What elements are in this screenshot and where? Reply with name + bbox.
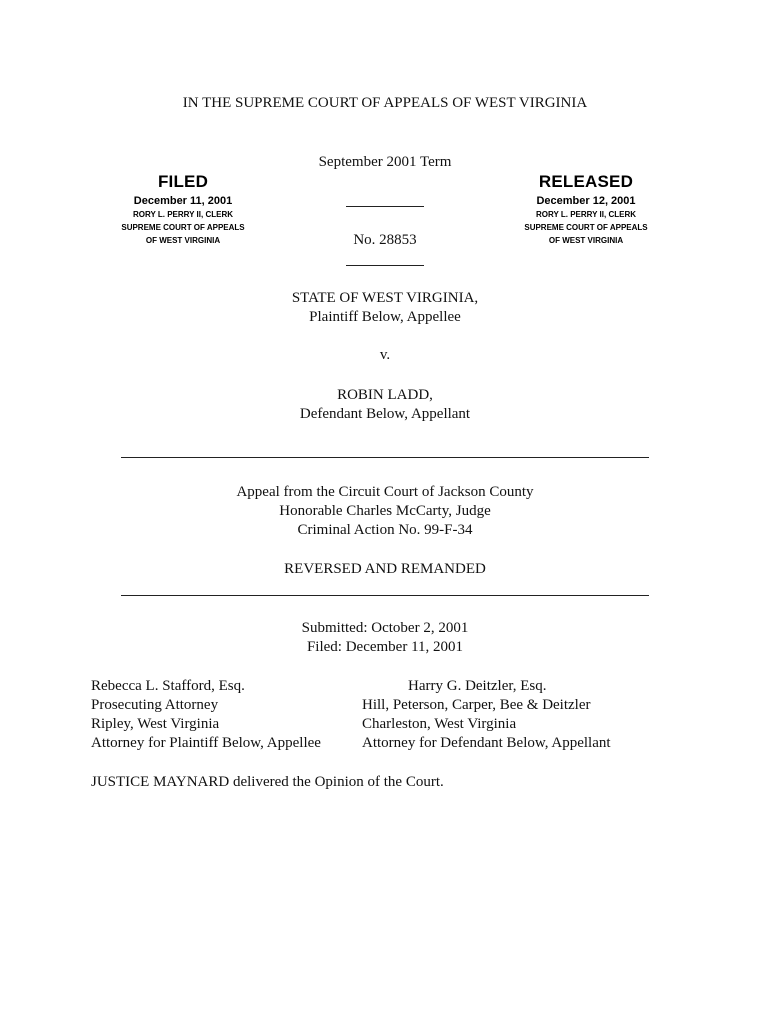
case-number-rule-bottom (346, 265, 424, 266)
filed-stamp-court-line2: OF WEST VIRGINIA (145, 236, 221, 245)
filed-stamp-court-line1: SUPREME COURT OF APPEALS (121, 223, 245, 232)
released-stamp-court-line2: OF WEST VIRGINIA (548, 236, 624, 245)
released-stamp-clerk: RORY L. PERRY II, CLERK (535, 210, 636, 219)
counsel-defendant (362, 677, 662, 753)
appeal-line-action: Criminal Action No. 99-F-34 (297, 522, 473, 538)
appeal-line-court: Appeal from the Circuit Court of Jackson County (236, 484, 534, 500)
case-number: No. 28853 (353, 232, 417, 248)
filed-stamp-date: December 11, 2001 (133, 195, 233, 207)
case-number-rule-top (346, 206, 424, 207)
counsel-plaintiff-location: Ripley, West Virginia (91, 716, 220, 732)
released-stamp-court-line1: SUPREME COURT OF APPEALS (524, 223, 648, 232)
released-stamp-heading: RELEASED (538, 172, 634, 191)
plaintiff-role: Plaintiff Below, Appellee (309, 309, 461, 325)
counsel-defendant-location: Charleston, West Virginia (362, 716, 517, 732)
released-stamp-date: December 12, 2001 (536, 195, 636, 207)
appeal-line-judge: Honorable Charles McCarty, Judge (279, 503, 491, 519)
counsel-defendant-firm: Hill, Peterson, Carper, Bee & Deitzler (362, 697, 591, 713)
section-rule-top (121, 457, 649, 458)
court-heading: IN THE SUPREME COURT OF APPEALS OF WEST VIRGINIA (182, 95, 588, 111)
filed-stamp-heading: FILED (157, 172, 209, 191)
counsel-plaintiff-role: Attorney for Plaintiff Below, Appellee (91, 735, 321, 751)
counsel-plaintiff-name: Rebecca L. Stafford, Esq. (91, 678, 245, 694)
filed-date: Filed: December 11, 2001 (306, 639, 464, 655)
counsel-plaintiff-title: Prosecuting Attorney (91, 697, 219, 713)
counsel-plaintiff (91, 677, 361, 753)
section-rule-bottom (121, 595, 649, 596)
term-label: September 2001 Term (318, 154, 452, 170)
counsel-defendant-role: Attorney for Defendant Below, Appellant (362, 735, 611, 751)
defendant-name: ROBIN LADD, (337, 387, 433, 403)
counsel-defendant-name: Harry G. Deitzler, Esq. (408, 678, 547, 694)
defendant-role: Defendant Below, Appellant (299, 406, 471, 422)
versus-label: v. (379, 347, 391, 363)
disposition: REVERSED AND REMANDED (284, 561, 486, 577)
opinion-delivery-line: JUSTICE MAYNARD delivered the Opinion of the Court. (91, 774, 444, 790)
filed-stamp-clerk: RORY L. PERRY II, CLERK (132, 210, 233, 219)
submitted-date: Submitted: October 2, 2001 (301, 620, 469, 636)
plaintiff-name: STATE OF WEST VIRGINIA, (291, 290, 479, 306)
